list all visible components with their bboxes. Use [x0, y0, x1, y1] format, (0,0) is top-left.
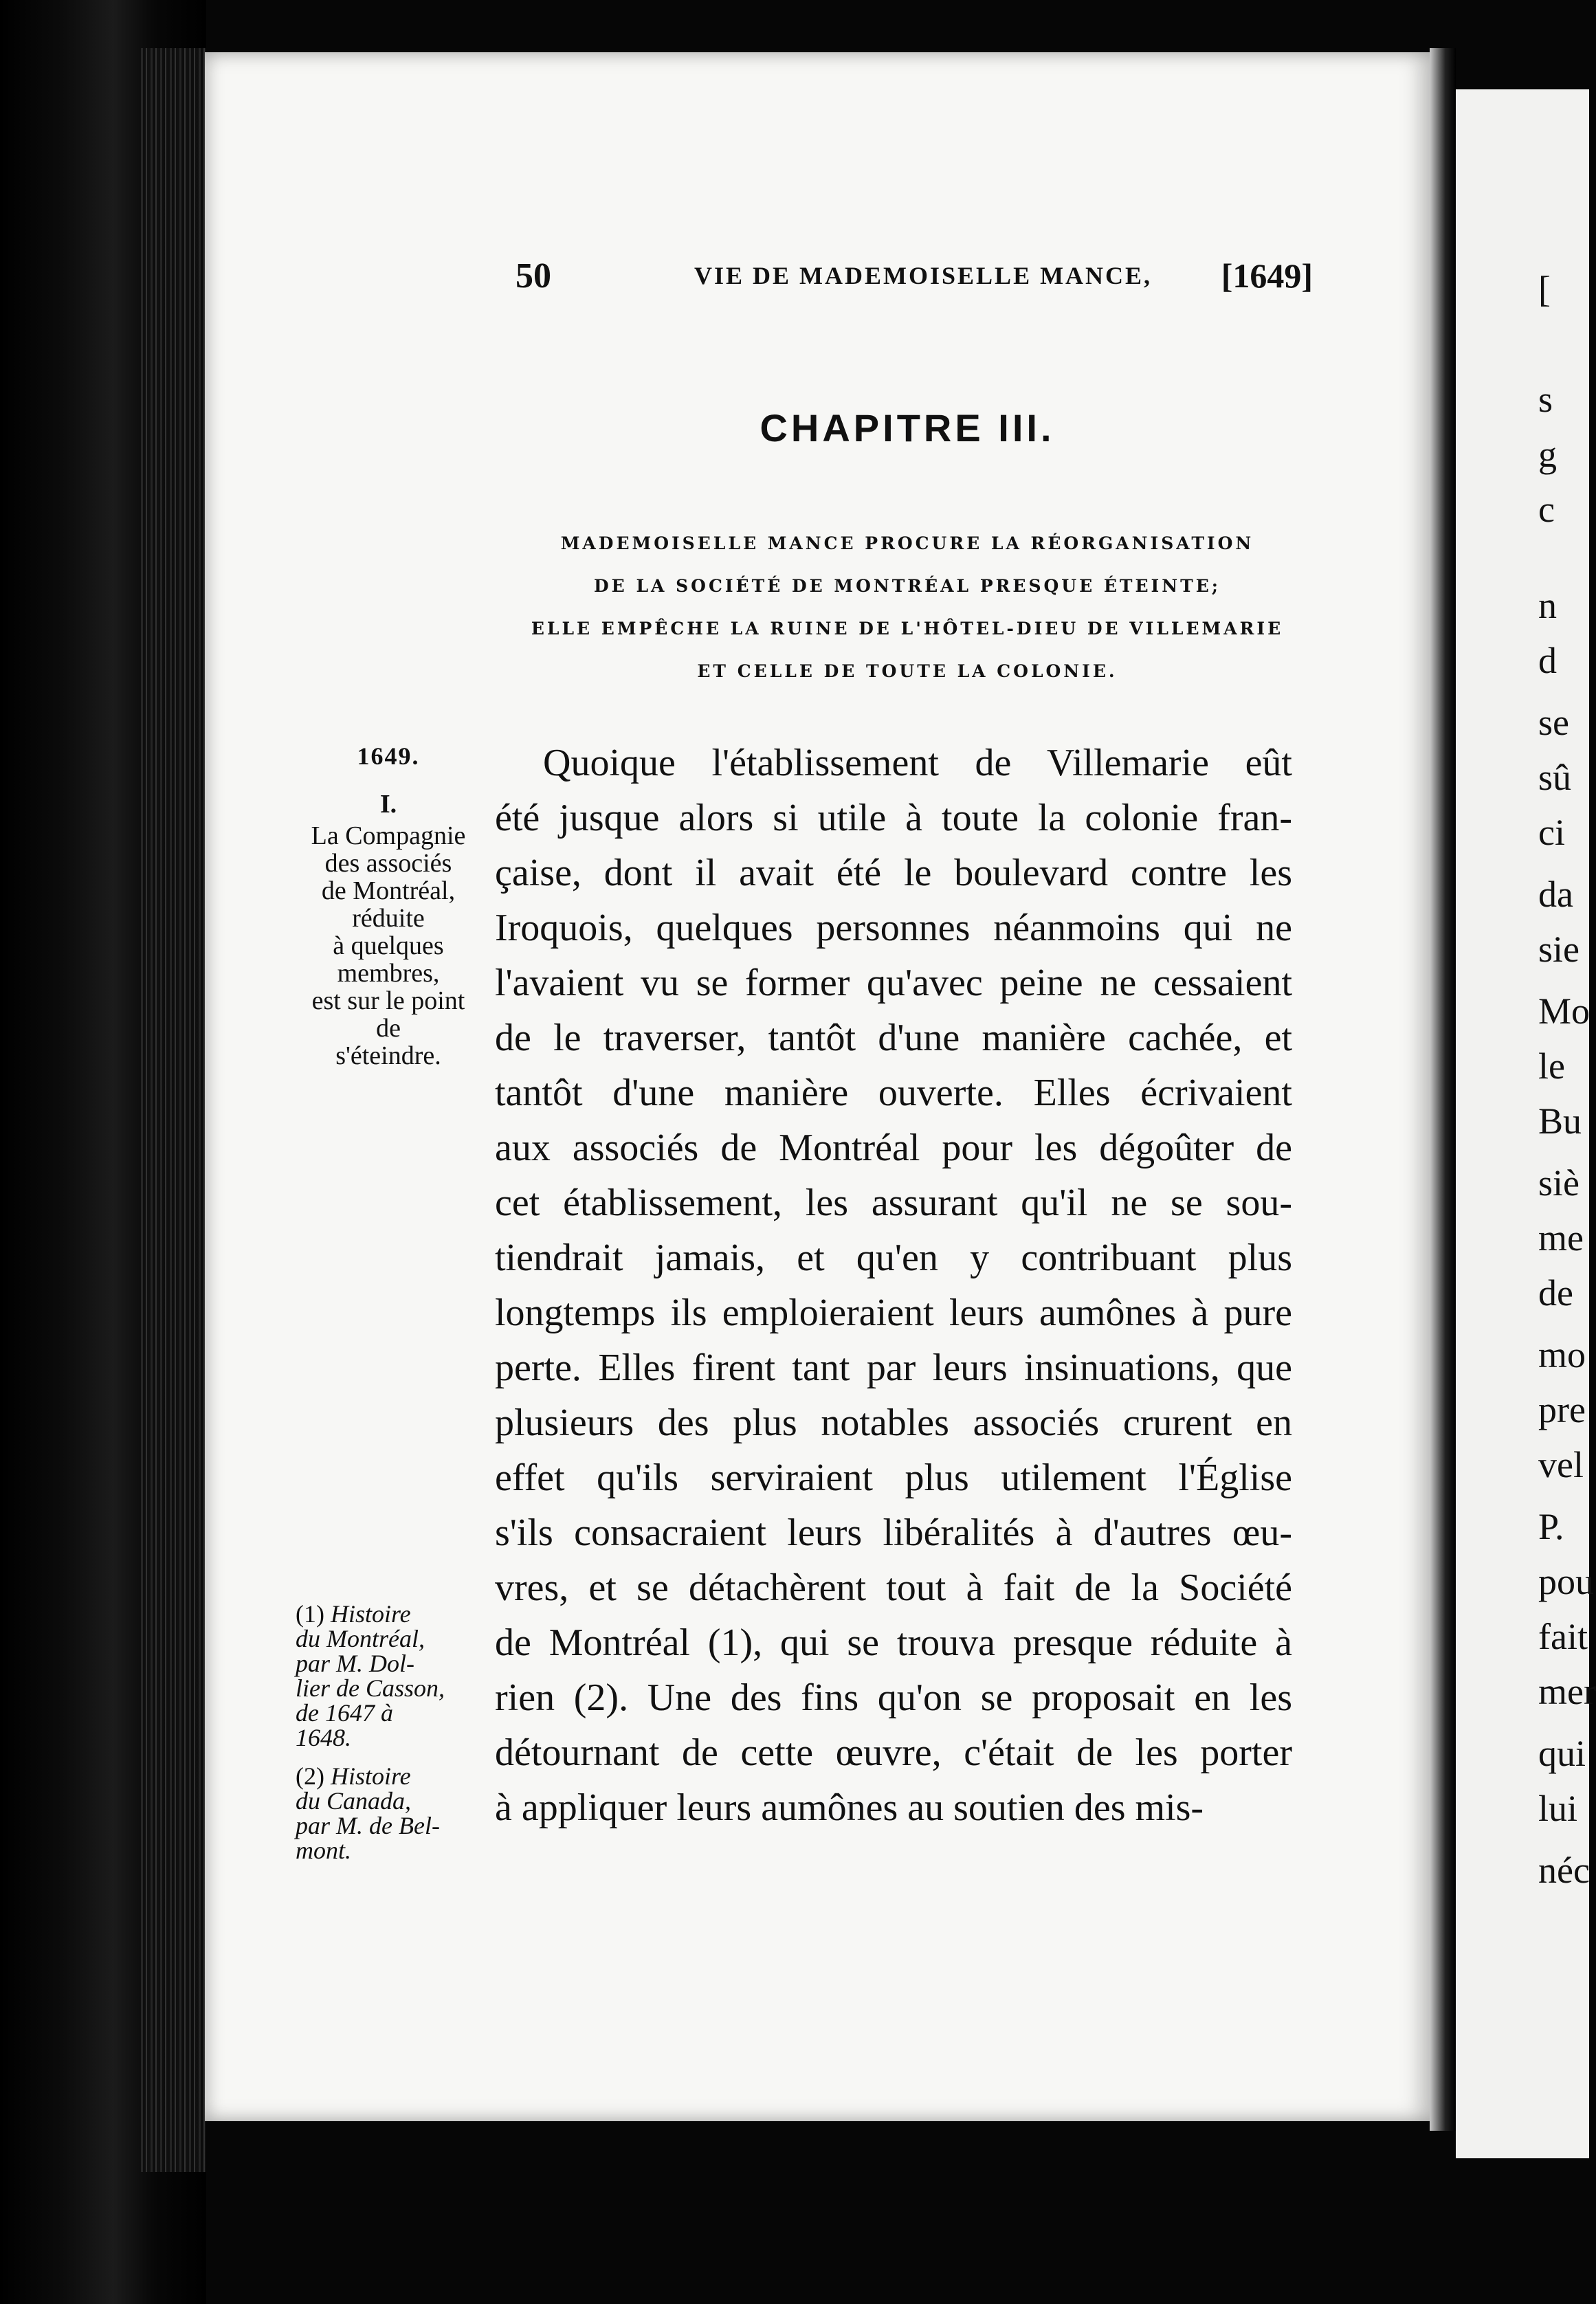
margin-year: 1649. — [357, 742, 420, 770]
facing-page-fragment: me — [1538, 1217, 1584, 1259]
margin-summary-line: est sur le point — [311, 986, 465, 1015]
body-line: perte. Elles firent tant par leurs insinuations, que — [495, 1347, 1292, 1389]
body-line: s'ils consacraient leurs libéralités à d'autres œu- — [495, 1511, 1292, 1554]
footnote-line: Histoire — [330, 1600, 411, 1628]
margin-summary-line: réduite — [352, 904, 425, 933]
footnote-line: lier de Casson, — [296, 1674, 445, 1702]
footnote — [296, 1764, 474, 1863]
footnote — [296, 1602, 474, 1750]
section-number: I. — [379, 790, 397, 819]
facing-page — [1456, 89, 1596, 2158]
chapter-summary — [412, 522, 1402, 693]
body-line: rien (2). Une des fins qu'on se proposait en les — [495, 1676, 1292, 1719]
facing-page-fragment: de — [1538, 1272, 1573, 1314]
footnote-line: mont. — [296, 1837, 351, 1864]
running-head — [516, 256, 1313, 304]
footnote-line: de 1647 à — [296, 1699, 393, 1727]
facing-page-fragment: lui — [1538, 1788, 1578, 1829]
facing-page-fragment: se — [1538, 702, 1569, 743]
facing-page-fragment: Bu — [1538, 1100, 1582, 1142]
body-line: aux associés de Montréal pour les dégoûter de — [495, 1127, 1292, 1169]
body-line: vres, et se détachèrent tout à fait de la Société — [495, 1566, 1292, 1609]
body-line: plusieurs des plus notables associés crurent en — [495, 1402, 1292, 1444]
running-year: [1649] — [1221, 256, 1313, 295]
body-line: çaise, dont il avait été le boulevard contre les — [495, 852, 1292, 894]
facing-page-fragment: n — [1538, 585, 1557, 626]
body-line: de Montréal (1), qui se trouva presque réduite à — [495, 1621, 1292, 1664]
body-line: tantôt d'une manière ouverte. Elles écrivaient — [495, 1072, 1292, 1114]
facing-page-fragment: pou — [1538, 1561, 1594, 1602]
running-title: VIE DE MADEMOISELLE MANCE, — [694, 262, 1153, 289]
margin-summary-line: à quelques — [333, 931, 444, 960]
facing-page-fragment: mer — [1538, 1671, 1596, 1712]
margin-summary-line: de Montréal, — [321, 876, 456, 905]
body-line: de le traverser, tantôt d'une manière cachée, et — [495, 1017, 1292, 1059]
body-line: tiendrait jamais, et qu'en y contribuant plus — [495, 1237, 1292, 1279]
facing-page-fragment: fait — [1538, 1616, 1588, 1657]
chapter-summary-line: MADEMOISELLE MANCE PROCURE LA RÉORGANISATION — [560, 533, 1254, 553]
facing-page-fragment: c — [1538, 489, 1555, 530]
facing-page-fragment: g — [1538, 434, 1557, 475]
footnote-line: du Canada, — [296, 1787, 412, 1815]
facing-page-fragment: sû — [1538, 757, 1572, 798]
body-line: l'avaient vu se former qu'avec peine ne cessaient — [495, 962, 1292, 1004]
chapter-summary-line: DE LA SOCIÉTÉ DE MONTRÉAL PRESQUE ÉTEINTE; — [594, 576, 1221, 596]
body-line: longtemps ils emploieraient leurs aumônes à pure — [495, 1292, 1292, 1334]
binding-stripes — [141, 48, 206, 2172]
body-line: effet qu'ils serviraient plus utilement l'Église — [495, 1456, 1292, 1499]
body-line: à appliquer leurs aumônes au soutien des mis- — [495, 1786, 1204, 1829]
body-line: Iroquois, quelques personnes néanmoins qui ne — [495, 907, 1292, 949]
footnote-line: Histoire — [330, 1762, 411, 1790]
chapter-title: CHAPITRE III. — [760, 406, 1055, 450]
facing-page-fragment: P. — [1538, 1506, 1564, 1547]
margin-summary-line: La Compagnie — [311, 821, 466, 850]
footnote-line: par M. Dol- — [296, 1650, 414, 1677]
footnote-mark: (1) — [296, 1600, 324, 1628]
footnote-mark: (2) — [296, 1762, 324, 1790]
footnote-line: du Montréal, — [296, 1625, 425, 1652]
facing-page-fragment: siè — [1538, 1162, 1580, 1204]
body-text — [495, 735, 1292, 1835]
margin-note — [299, 742, 478, 1070]
footnote-line: par M. de Bel- — [296, 1812, 440, 1839]
facing-page-fragment: qui — [1538, 1733, 1586, 1774]
facing-page-fragment: le — [1538, 1045, 1565, 1087]
facing-page-fragment: d — [1538, 640, 1557, 681]
footnotes — [296, 1602, 474, 1876]
margin-summary-line: des associés — [324, 849, 452, 878]
facing-page-fragment: pre — [1538, 1389, 1586, 1430]
facing-page-fragment: sie — [1538, 929, 1580, 970]
chapter-summary-line: ET CELLE DE TOUTE LA COLONIE. — [697, 661, 1118, 681]
facing-page-fragment: mo — [1538, 1334, 1586, 1375]
facing-page-fragment: [ — [1538, 269, 1551, 310]
footnote-line: 1648. — [296, 1724, 351, 1751]
body-line: cet établissement, les assurant qu'il ne se sou- — [495, 1182, 1292, 1224]
margin-summary-line: membres, — [337, 959, 440, 988]
facing-page-fragment: ci — [1538, 812, 1565, 853]
body-line: Quoique l'établissement de Villemarie eût — [543, 742, 1292, 784]
margin-summary-line: s'éteindre. — [335, 1041, 441, 1070]
page-number: 50 — [516, 256, 551, 296]
facing-page-fragment: da — [1538, 874, 1573, 915]
body-line: été jusque alors si utile à toute la colonie fran- — [495, 797, 1292, 839]
facing-page-fragment: vel — [1538, 1444, 1584, 1485]
page-gutter — [1430, 48, 1456, 2131]
margin-summary-line: de — [376, 1014, 401, 1043]
facing-page-fragment: néc — [1538, 1850, 1590, 1891]
body-line: détournant de cette œuvre, c'était de les porter — [495, 1731, 1292, 1774]
facing-page-fragment: s — [1538, 379, 1553, 420]
facing-page-fragment: Mo — [1538, 990, 1591, 1032]
chapter-summary-line: ELLE EMPÊCHE LA RUINE DE L'HÔTEL-DIEU DE VILLEMARIE — [531, 619, 1284, 639]
margin-summary — [299, 822, 478, 1070]
